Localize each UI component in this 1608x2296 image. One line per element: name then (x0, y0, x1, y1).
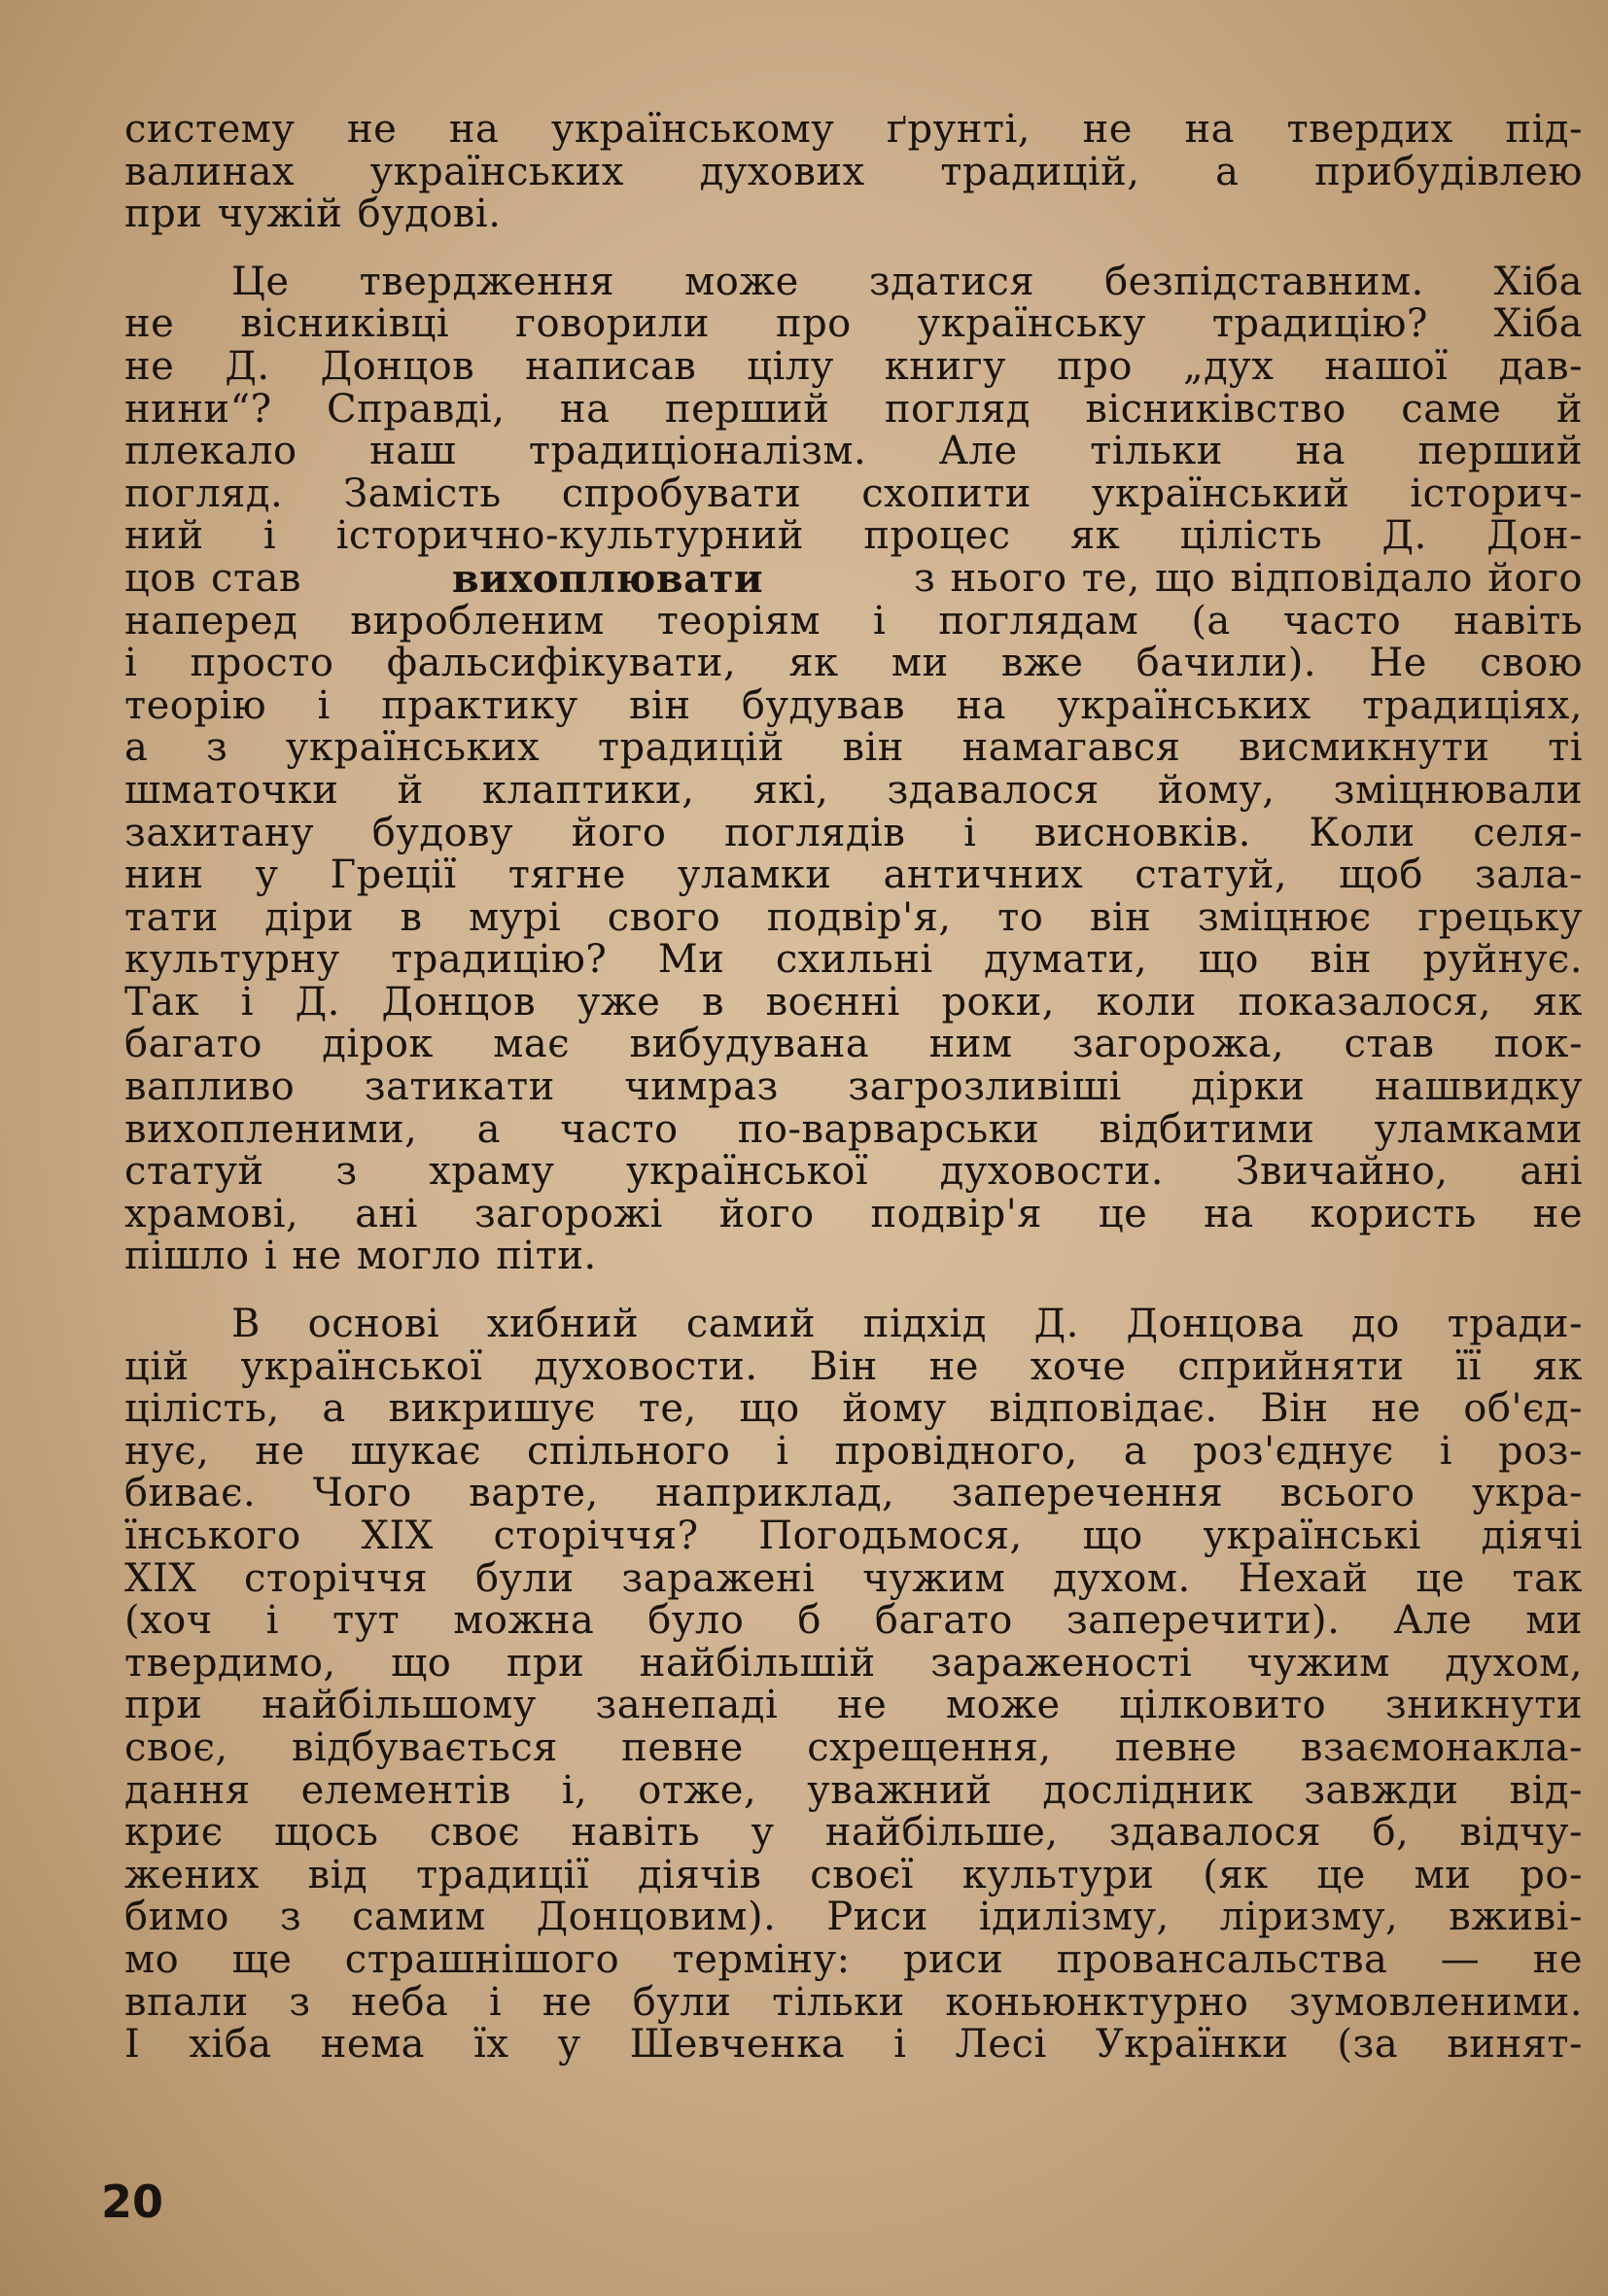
paragraph-1 (124, 109, 1583, 236)
text-line: нує, не шукає спільного і провідного, а роз'єднує і роз- (124, 1428, 1583, 1474)
text-line: цій української духовости. Він не хоче сприйняти її як (124, 1343, 1583, 1389)
text-line: храмові, ані загорожі його подвір'я це на користь не (124, 1191, 1583, 1236)
text-line-head: цов став (124, 555, 301, 601)
text-line: вапливо затикати чимраз загрозливіші дірки нашвидку (124, 1064, 1583, 1110)
text-line: не Д. Донцов написав цілу книгу про „дух нашої дав- (124, 343, 1583, 389)
text-line: і просто фальсифікувати, як ми вже бачили). Не свою (124, 641, 1583, 686)
text-line: валинах українських духових традицій, а прибудівлею (124, 149, 1583, 194)
text-line: XIX сторіччя були заражені чужим духом. Нехай це так (124, 1555, 1583, 1601)
text-line: жених від традиції діячів своєї культури (як це ми ро- (124, 1852, 1583, 1897)
text-line: систему не на українському ґрунті, не на твердих під- (124, 107, 1583, 152)
text-line-content: В основі хибний самий підхід Д. Донцова до тради- (231, 1302, 1583, 1347)
paragraph-3 (124, 1304, 1583, 2067)
text-line: нини“? Справді, на перший погляд вісниківство саме й (124, 386, 1583, 432)
text-line: цілість, а викришує те, що йому відповідає. Він не об'єд- (124, 1386, 1583, 1432)
text-line: тати діри в мурі свого подвір'я, то він зміцнює грецьку (124, 894, 1583, 940)
text-line: биває. Чого варте, наприклад, заперечення всього укра- (124, 1471, 1583, 1516)
text-line: вихопленими, а часто по-варварськи відбитими уламками (124, 1106, 1583, 1152)
text-line (124, 261, 1583, 304)
emphasized-word: вихоплювати (451, 555, 764, 602)
text-line: при найбільшому занепаді не може цілковито зникнути (124, 1683, 1583, 1728)
text-line: їнського XIX сторіччя? Погодьмося, що українські діячі (124, 1513, 1583, 1558)
text-line: погляд. Замість спробувати схопити український історич- (124, 470, 1583, 516)
text-line: пішло і не могло піти. (124, 1234, 597, 1279)
text-line: захитану будову його поглядів і висновків. Коли селя- (124, 810, 1583, 855)
text-line: не вісниківці говорили про українську традицію? Хіба (124, 301, 1583, 347)
page-body (124, 109, 1583, 2067)
text-line: культурну традицію? Ми схильні думати, що він руйнує. (124, 937, 1583, 983)
text-line (124, 1304, 1583, 1346)
text-line: ний і історично-культурний процес як цілість Д. Дон- (124, 513, 1583, 559)
text-line: бимо з самим Донцовим). Риси ідилізму, ліризму, вживі- (124, 1895, 1583, 1940)
paragraph-2 (124, 261, 1583, 1278)
text-line: І хіба нема їх у Шевченка і Лесі Українки (за винят- (124, 2022, 1583, 2068)
text-line: плекало наш традиціоналізм. Але тільки на перший (124, 429, 1583, 474)
text-line: впали з неба і не були тільки коньюнктурно зумовленими. (124, 1979, 1583, 2025)
text-line: багато дірок має вибудувана ним загорожа, став пок- (124, 1022, 1583, 1067)
text-line-content: Це твердження може здатися безпідставним. Хіба (231, 259, 1583, 304)
text-line: а з українських традицій він намагався висмикнути ті (124, 725, 1583, 771)
text-line-tail: з нього те, що відповідало його (914, 555, 1583, 601)
text-line-with-emphasis (124, 555, 1583, 602)
text-line: своє, відбувається певне схрещення, певне взаємонакла- (124, 1724, 1583, 1770)
text-line: нин у Греції тягне уламки античних статуй, щоб зала- (124, 852, 1583, 898)
text-line: при чужій будові. (124, 191, 502, 237)
text-line: напеpед виробленим теоріям і поглядам (а часто навіть (124, 598, 1583, 644)
text-line: статуй з храму української духовости. Звичайно, ані (124, 1149, 1583, 1195)
text-line: теорію і практику він будував на українських традиціях, (124, 682, 1583, 728)
text-line: Так і Д. Донцов уже в воєнні роки, коли показалося, як (124, 979, 1583, 1025)
text-line: (хоч і тут можна було б багато заперечити). Але ми (124, 1598, 1583, 1644)
page-number: 20 (101, 2175, 164, 2228)
text-line: дання елементів і, отже, уважний дослідник завжди від- (124, 1767, 1583, 1813)
text-line: шматочки й клаптики, які, здавалося йому, зміцнювали (124, 767, 1583, 813)
text-line: криє щось своє навіть у найбільше, здавалося б, відчу- (124, 1810, 1583, 1856)
text-line: мо ще страшнішого терміну: риси провансальства — не (124, 1936, 1583, 1982)
text-line: твердимо, що при найбільшій зараженості чужим духом, (124, 1640, 1583, 1686)
